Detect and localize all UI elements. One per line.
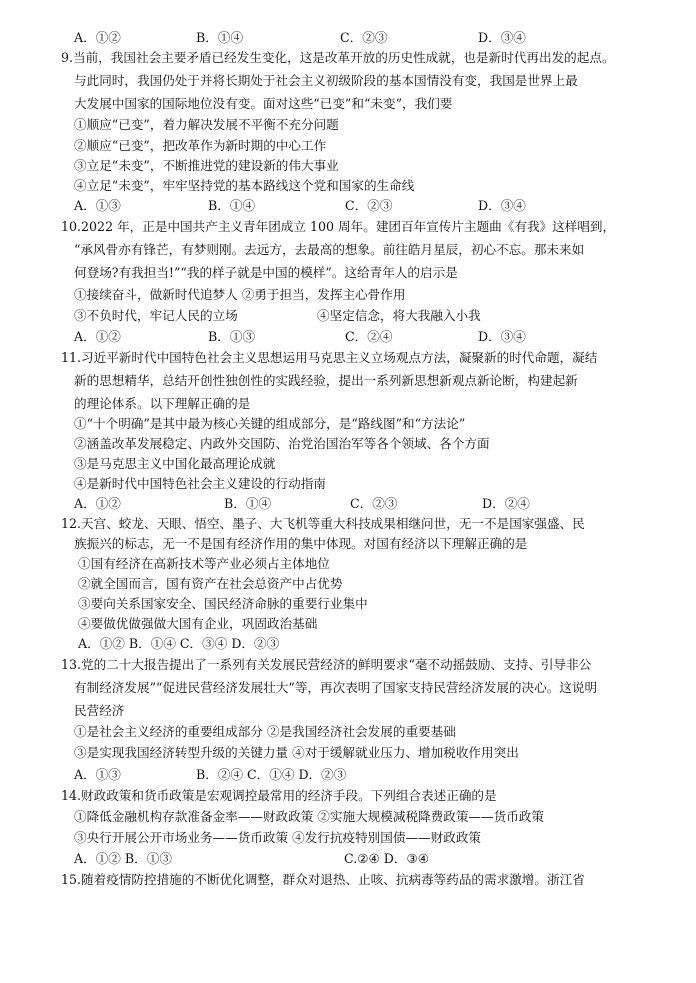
q9-option-b: B．①④ — [208, 198, 256, 213]
q11-item-4: ④是新时代中国特色社会主义建设的行动指南 — [74, 476, 326, 491]
q10-stem-line-1: 10.2022 年，正是中国共产主义青年团成立 100 周年。建团百年宣传片主题曲《有我》这样唱到， — [61, 219, 616, 234]
q9-stem-line-3: 大发展中国家的国际地位没有变。面对这些“已变”和“未变”，我们要 — [74, 96, 453, 111]
q9-options — [74, 198, 526, 214]
q9-stem-line-2: 与此同时，我国仍处于并将长期处于社会主义初级阶段的基本国情没有变，我国是世界上最 — [74, 73, 578, 88]
q13-items-line-1: ①是社会主义经济的重要组成部分 ②是我国经济社会发展的重要基础 — [74, 724, 456, 739]
q12-stem-line-2: 族振兴的标志，无一不是国有经济作用的集中体现。对国有经济以下理解正确的是 — [74, 536, 528, 551]
q14-items-line-1: ①降低金融机构存款准备金率——财政政策 ②实施大规模减税降费政策——货币政策 — [74, 809, 544, 824]
q13-stem-line-1: 13.党的二十大报告提出了一系列有关发展民营经济的鲜明要求“毫不动摇鼓励、支持、引导非公 — [61, 657, 592, 672]
q14-options-ab: A．①② B．①③ — [74, 851, 172, 866]
q14-options-cd: C.②④ D．③④ — [344, 851, 430, 866]
q10-option-b: B．①③ — [208, 329, 256, 344]
q8-options — [74, 30, 526, 46]
q12-item-4: ④要做优做强做大国有企业，巩固政治基础 — [78, 616, 318, 631]
q12-item-3: ③要向关系国家安全、国民经济命脉的重要行业集中 — [78, 596, 368, 611]
q12-options: A．①② B．①④ C．③④ D．②③ — [78, 636, 280, 651]
q12-stem-line-1: 12.天宫、蛟龙、天眼、悟空、墨子、大飞机等重大科技成果相继问世，无一不是国家强盛、民 — [61, 516, 585, 531]
q11-stem-line-3: 的理论体系。以下理解正确的是 — [74, 396, 251, 411]
q10-option-a: A．①② — [74, 329, 121, 344]
q11-stem-line-2: 新的思想精华，总结开创性独创性的实践经验，提出一系列新思想新观点新论断，构建起新 — [74, 373, 578, 388]
q8-option-a: A．①② — [74, 30, 121, 45]
q11-item-2: ②涵盖改革发展稳定、内政外交国防、治党治国治军等各个领域、各个方面 — [74, 436, 490, 451]
q11-option-d: D．②④ — [482, 496, 530, 511]
q9-item-3: ③立足“未变”，不断推进党的建设新的伟大事业 — [74, 158, 339, 173]
q14-stem: 14.财政政策和货币政策是宏观调控最常用的经济手段。下列组合表述正确的是 — [61, 788, 497, 803]
q12-item-1: ①国有经济在高新技术等产业必须占主体地位 — [78, 556, 330, 571]
q14-items-line-2: ③央行开展公开市场业务——货币政策 ④发行抗疫特别国债——财政政策 — [74, 830, 482, 845]
q8-option-d: D．③④ — [478, 30, 526, 45]
q11-stem-line-1: 11.习近平新时代中国特色社会主义思想运用马克思主义立场观点方法，凝聚新的时代命题，凝结 — [61, 350, 598, 365]
q9-option-d: D．③④ — [478, 198, 526, 213]
q13-items-line-2: ③是实现我国经济转型升级的关键力量 ④对于缓解就业压力、增加税收作用突出 — [74, 745, 519, 760]
q10-stem-line-3: 何登场?有我担当!”“我的样子就是中国的模样”。这给青年人的启示是 — [74, 265, 458, 280]
q9-option-c: C．②③ — [345, 198, 393, 213]
q10-option-d: D．③④ — [478, 329, 526, 344]
q13-option-a: A．①③ — [74, 767, 121, 782]
q12-item-2: ②就全国而言，国有资产在社会总资产中占优势 — [78, 576, 343, 591]
q9-item-2: ②顺应“已变”，把改革作为新时期的中心工作 — [74, 138, 327, 153]
q10-stem-line-2: “承风骨亦有锋芒，有梦则刚。去远方，去最高的想象。前往皓月星辰，初心不忘。那未来如 — [74, 242, 585, 257]
q11-item-3: ③是马克思主义中国化最高理论成就 — [74, 456, 276, 471]
q11-option-c: C．②③ — [350, 496, 398, 511]
q8-option-b: B．①④ — [196, 30, 244, 45]
q9-option-a: A．①③ — [74, 198, 121, 213]
q9-item-4: ④立足“未变”，牢牢坚持党的基本路线这个党和国家的生命线 — [74, 178, 415, 193]
q13-options-rest: B．②④ C．①④ D．②③ — [196, 767, 347, 782]
q10-option-c: C．②④ — [345, 329, 393, 344]
q11-item-1: ①“十个明确”是其中最为核心关键的组成部分，是“路线图”和“方法论” — [74, 416, 466, 431]
q13-stem-line-2: 有制经济发展”“促进民营经济发展壮大”等，再次表明了国家支持民营经济发展的决心。这说明 — [74, 680, 598, 695]
q15-stem: 15.随着疫情防控措施的不断优化调整，群众对退热、止咳、抗病毒等药品的需求激增。浙江省 — [61, 872, 585, 887]
q8-option-c: C．②③ — [340, 30, 388, 45]
q9-stem-line-1: 9.当前，我国社会主要矛盾已经发生变化，这是改革开放的历史性成就，也是新时代再出发的起点。 — [61, 50, 615, 65]
q10-options — [74, 329, 526, 345]
q10-item-3: ③不负时代，牢记人民的立场 — [74, 308, 238, 323]
q10-item-4: ④坚定信念，将大我融入小我 — [317, 308, 481, 323]
q10-items-line-1: ①接续奋斗，做新时代追梦人 ②勇于担当，发挥主心骨作用 — [74, 287, 406, 302]
q11-option-b: B．①④ — [224, 496, 272, 511]
q11-options — [74, 496, 530, 512]
q11-option-a: A．①② — [74, 496, 121, 511]
q9-item-1: ①顺应“已变”，着力解决发展不平衡不充分问题 — [74, 117, 339, 132]
q13-stem-line-3: 民营经济 — [74, 703, 125, 718]
